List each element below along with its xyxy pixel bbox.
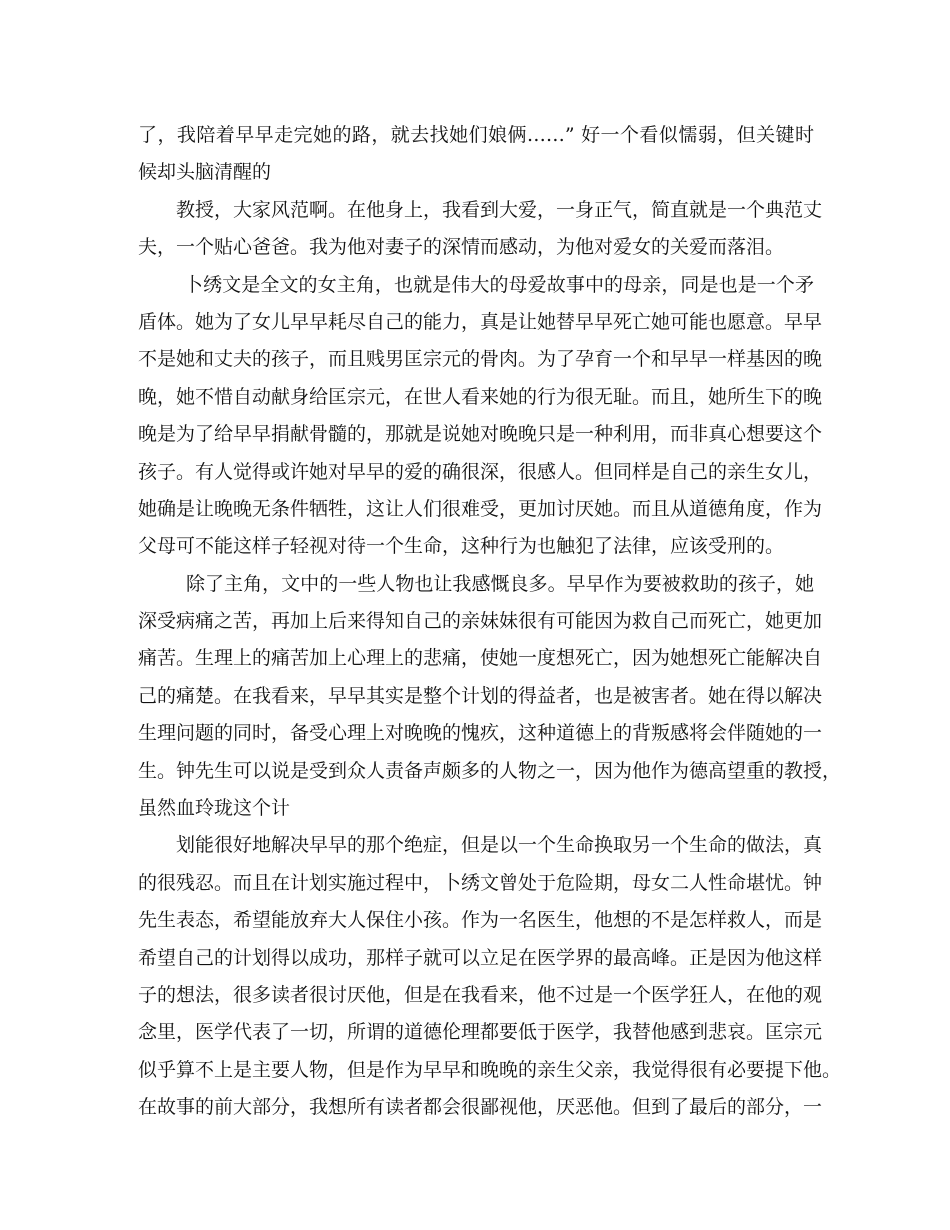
text-line: 父母可不能这样子轻视对待一个生命，这种行为也触犯了法律，应该受刑的。 [138, 535, 785, 558]
text-line: 念里，医学代表了一切，所谓的道德伦理都要低于医学，我替他感到悲哀。匡宗元 [138, 1021, 823, 1044]
text-line: 不是她和丈夫的孩子，而且贱男匡宗元的骨肉。为了孕育一个和早早一样基因的晚 [138, 348, 823, 371]
text-line: 先生表态，希望能放弃大人保住小孩。作为一名医生，他想的不是怎样救人，而是 [138, 909, 823, 932]
text-line: 盾体。她为了女儿早早耗尽自己的能力，真是让她替早早死亡她可能也愿意。早早 [138, 310, 823, 333]
text-line: 了，我陪着早早走完她的路，就去找她们娘俩……” 好一个看似懦弱，但关键时 [138, 124, 814, 146]
text-line: 晚，她不惜自动献身给匡宗元，在世人看来她的行为很无耻。而且，她所生下的晚 [138, 385, 823, 408]
text-line: 候却头脑清醒的 [138, 161, 272, 184]
text-line: 她确是让晚晚无条件牺牲，这让人们很难受，更加讨厌她。而且从道德角度，作为 [138, 497, 823, 520]
text-line: 生理问题的同时，备受心理上对晚晚的愧疚，这种道德上的背叛感将会伴随她的一 [138, 722, 823, 745]
text-line: 除了主角，文中的一些人物也让我感慨良多。早早作为要被救助的孩子，她 [186, 572, 814, 595]
text-line: 深受病痛之苦，再加上后来得知自己的亲妹妹很有可能因为救自己而死亡，她更加 [138, 610, 823, 633]
text-line: 夫，一个贴心爸爸。我为他对妻子的深情而感动，为他对爱女的关爱而落泪。 [138, 236, 785, 259]
text-line: 子的想法，很多读者很讨厌他，但是在我看来，他不过是一个医学狂人，在他的观 [138, 983, 823, 1006]
text-line: 晚是为了给早早捐献骨髓的，那就是说她对晚晚只是一种利用，而非真心想要这个 [138, 423, 823, 446]
text-line: 虽然血玲珑这个计 [138, 797, 291, 820]
text-line: 己的痛楚。在我看来，早早其实是整个计划的得益者，也是被害者。她在得以解决 [138, 684, 823, 707]
text-line: 孩子。有人觉得或许她对早早的爱的确很深，很感人。但同样是自己的亲生女儿， [138, 460, 823, 483]
text-line: 希望自己的计划得以成功，那样子就可以立足在医学界的最高峰。正是因为他这样 [138, 946, 823, 969]
text-line: 划能很好地解决早早的那个绝症，但是以一个生命换取另一个生命的做法，真 [176, 834, 823, 857]
text-line: 的很残忍。而且在计划实施过程中，卜绣文曾处于危险期，母女二人性命堪忧。钟 [138, 871, 823, 894]
text-line: 教授，大家风范啊。在他身上，我看到大爱，一身正气，简直就是一个典范丈 [176, 198, 823, 221]
text-line: 生。钟先生可以说是受到众人责备声颇多的人物之一，因为他作为德高望重的教授， [138, 759, 842, 782]
text-line: 卜绣文是全文的女主角，也就是伟大的母爱故事中的母亲，同是也是一个矛 [184, 273, 814, 296]
text-line: 似乎算不上是主要人物，但是作为早早和晚晚的亲生父亲，我觉得很有必要提下他。 [138, 1058, 842, 1081]
text-line: 痛苦。生理上的痛苦加上心理上的悲痛，使她一度想死亡，因为她想死亡能解决自 [138, 647, 823, 670]
text-line: 在故事的前大部分，我想所有读者都会很鄙视他，厌恶他。但到了最后的部分，一 [138, 1096, 823, 1119]
body-text [138, 117, 842, 1127]
